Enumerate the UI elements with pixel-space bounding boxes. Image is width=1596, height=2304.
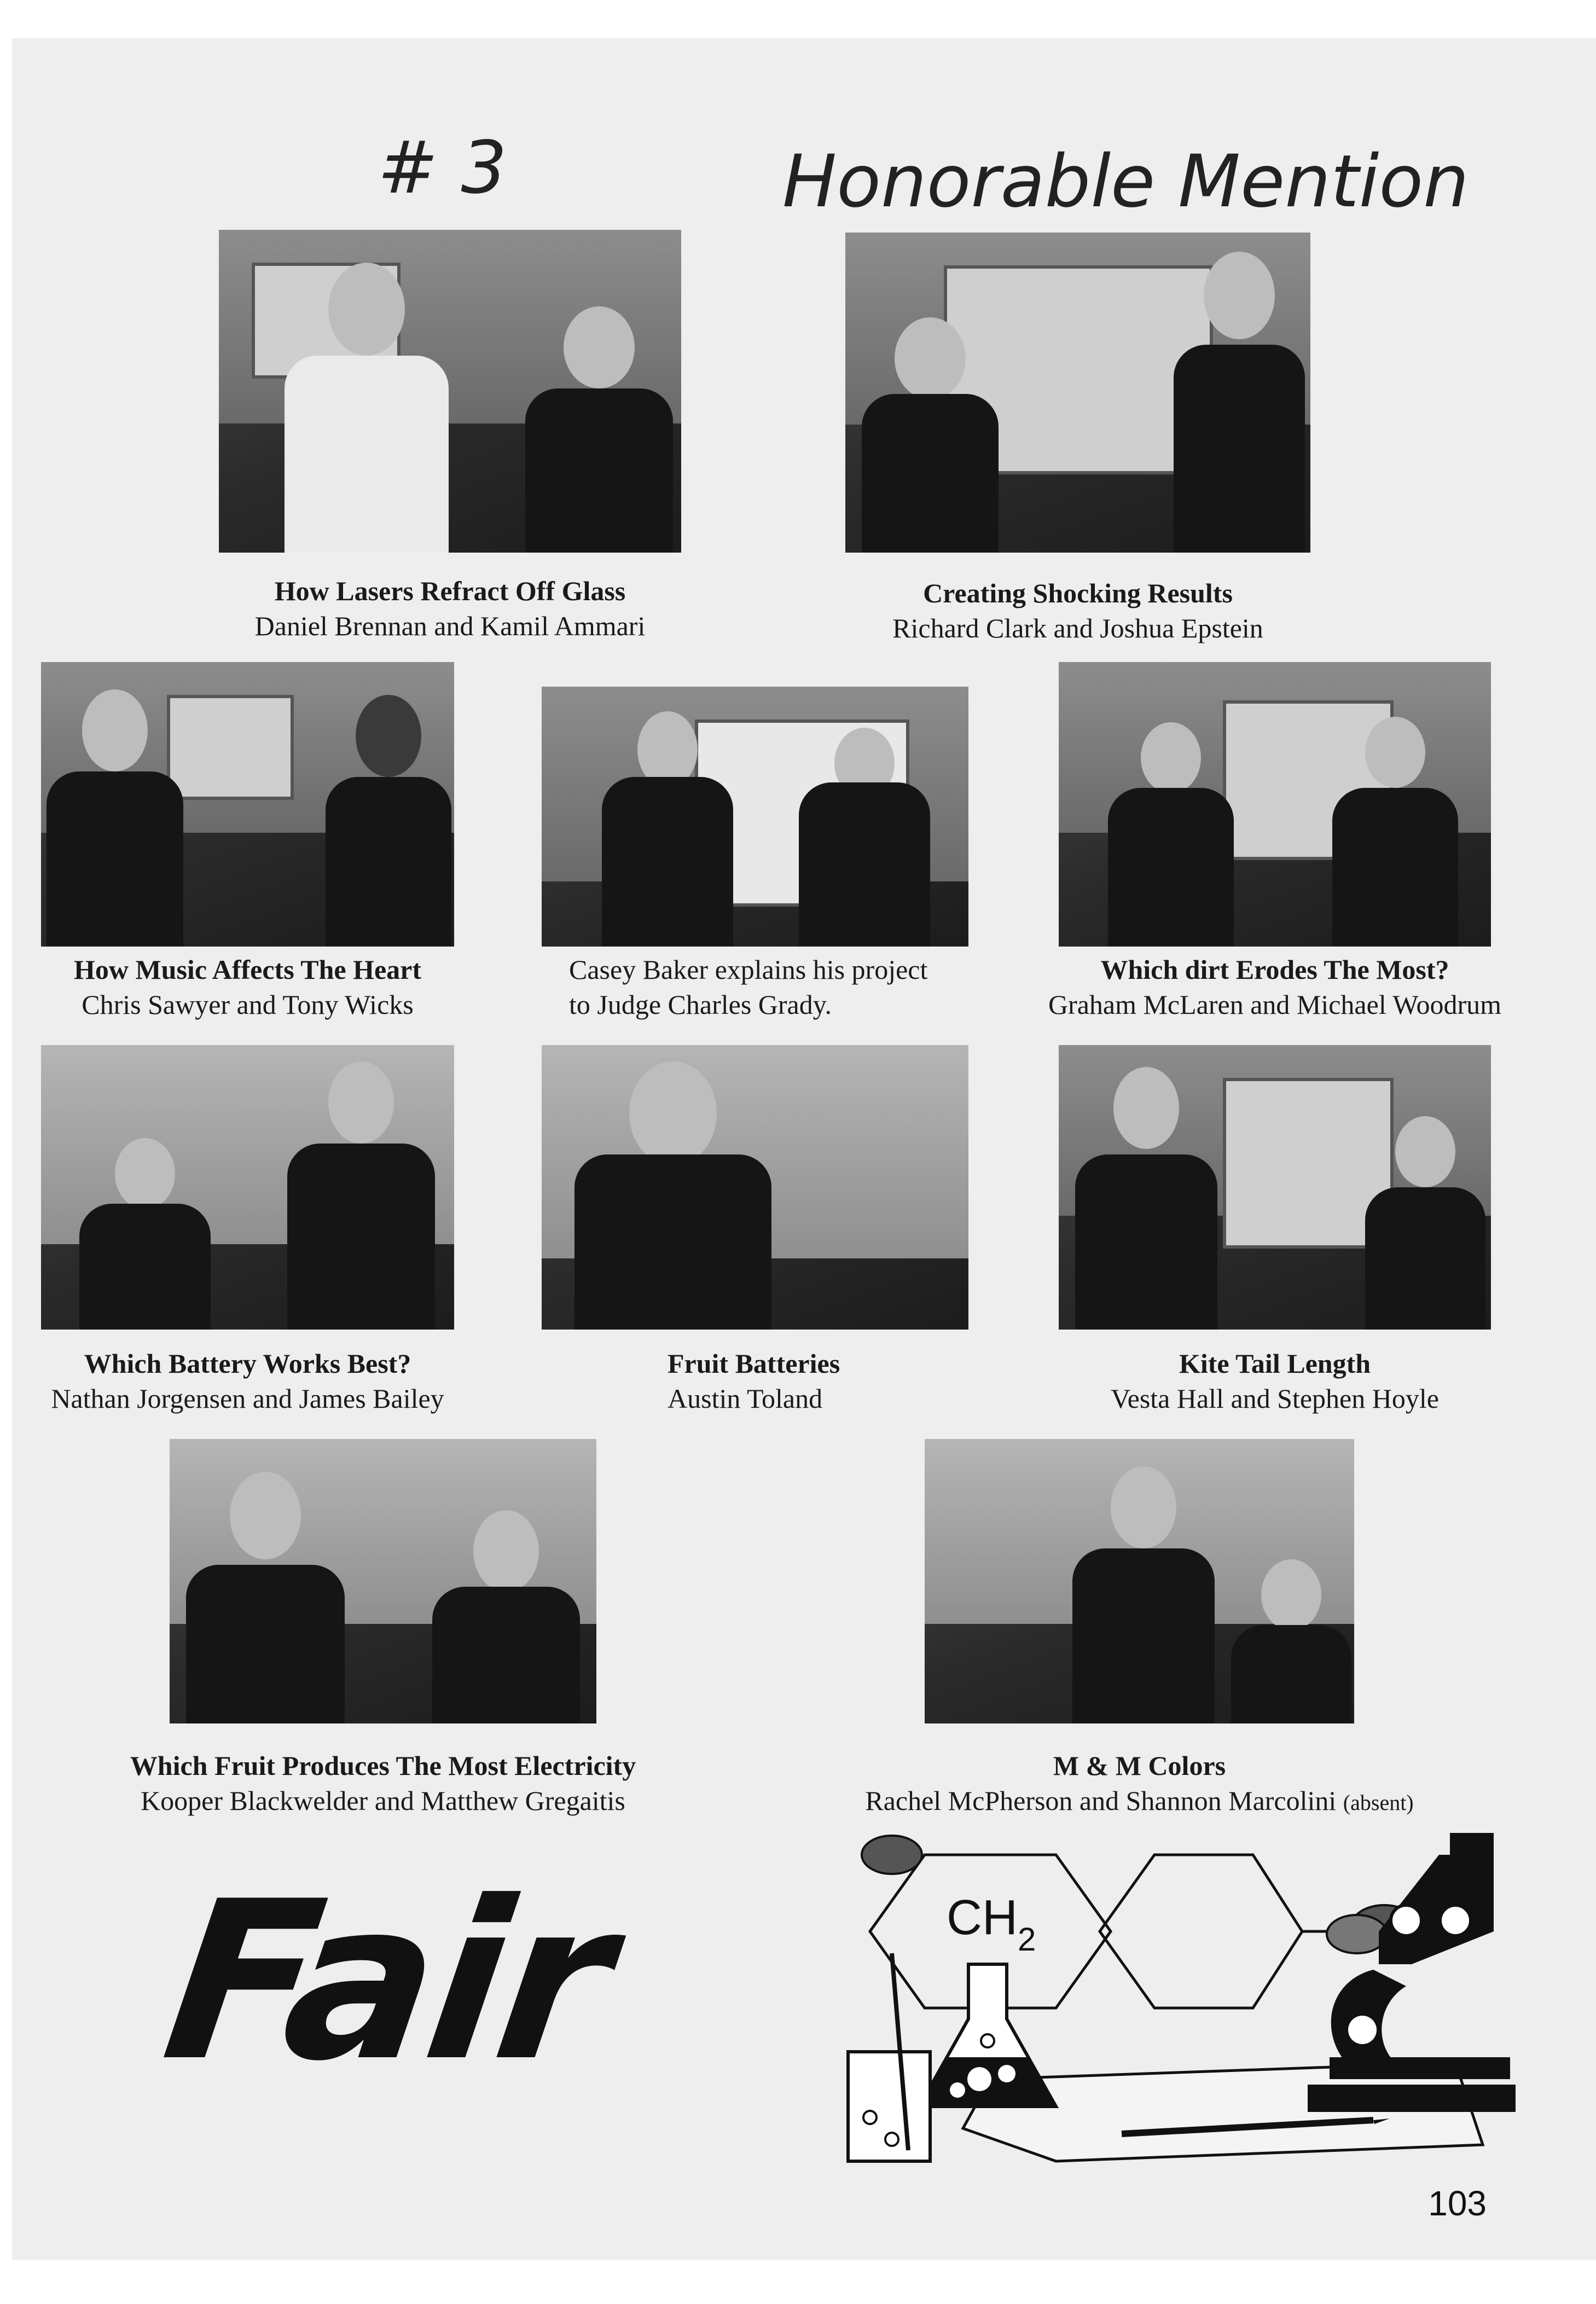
- caption-fruit-batteries: [618, 1346, 892, 1416]
- photo-kite-tail: [1059, 1045, 1491, 1330]
- caption-title: M & M Colors: [1053, 1750, 1226, 1781]
- fair-lettering: Fair: [152, 1855, 621, 2109]
- clipart-formula: CH: [947, 1890, 1018, 1945]
- flask-icon: [919, 1964, 1056, 2106]
- caption-kite-tail: [1059, 1346, 1491, 1416]
- beaker-icon: [848, 1953, 930, 2161]
- caption-dirt-erodes: [1037, 952, 1513, 1022]
- caption-names: Richard Clark and Joshua Epstein: [892, 613, 1263, 643]
- caption-battery: [30, 1346, 465, 1416]
- molecule-ball: [1327, 1915, 1387, 1953]
- caption-names: Daniel Brennan and Kamil Ammari: [254, 611, 646, 641]
- caption-title: Which Battery Works Best?: [84, 1348, 411, 1379]
- caption-shocking-results: [845, 576, 1310, 646]
- caption-absent-note: (absent): [1343, 1790, 1414, 1815]
- caption-names: Vesta Hall and Stephen Hoyle: [1111, 1383, 1439, 1414]
- caption-line-2: to Judge Charles Grady.: [569, 989, 832, 1020]
- photo-fruit-electricity: [170, 1439, 596, 1723]
- caption-names: [821, 1783, 1458, 1820]
- heading-honorable-mention: Honorable Mention: [782, 140, 1469, 224]
- photo-casey-baker: [542, 687, 968, 947]
- caption-title: Kite Tail Length: [1179, 1348, 1371, 1379]
- caption-names: Kooper Blackwelder and Matthew Gregaitis: [141, 1785, 625, 1816]
- page-number: 103: [1428, 2184, 1487, 2223]
- caption-title: Which Fruit Produces The Most Electricity: [130, 1750, 636, 1781]
- caption-line-1: Casey Baker explains his project: [569, 954, 928, 985]
- photo-shocking-results: [845, 233, 1310, 553]
- caption-lasers: [219, 573, 681, 643]
- caption-casey-baker: [542, 952, 968, 1022]
- clipart-subscript: 2: [1018, 1921, 1036, 1958]
- photo-fruit-batteries: [542, 1045, 968, 1330]
- photo-music-heart: [41, 662, 454, 947]
- photo-battery: [41, 1045, 454, 1330]
- microscope-icon: [1308, 1833, 1516, 2112]
- photo-dirt-erodes: [1059, 662, 1491, 947]
- caption-names-text: Rachel McPherson and Shannon Marcolini: [865, 1785, 1337, 1816]
- hexagon-right: [1100, 1855, 1302, 2008]
- photo-mm-colors: [925, 1439, 1354, 1723]
- caption-names: Austin Toland: [668, 1383, 823, 1414]
- caption-music-heart: [41, 952, 454, 1022]
- caption-title: Which dirt Erodes The Most?: [1100, 954, 1449, 985]
- caption-names: Graham McLaren and Michael Woodrum: [1048, 989, 1502, 1020]
- molecule-ball: [862, 1836, 922, 1874]
- caption-names: Nathan Jorgensen and James Bailey: [51, 1383, 444, 1414]
- caption-title: Creating Shocking Results: [923, 578, 1233, 608]
- caption-title: Fruit Batteries: [668, 1348, 840, 1379]
- heading-rank: # 3: [378, 126, 507, 210]
- caption-title: How Lasers Refract Off Glass: [274, 576, 626, 606]
- photo-lasers: [219, 230, 681, 553]
- svg-text:CH2: [947, 1890, 1036, 1958]
- caption-fruit-electricity: [109, 1748, 657, 1818]
- caption-names: Chris Sawyer and Tony Wicks: [82, 989, 414, 1020]
- caption-title: How Music Affects The Heart: [73, 954, 422, 985]
- science-clipart: [837, 1822, 1537, 2172]
- caption-mm-colors: [821, 1748, 1458, 1820]
